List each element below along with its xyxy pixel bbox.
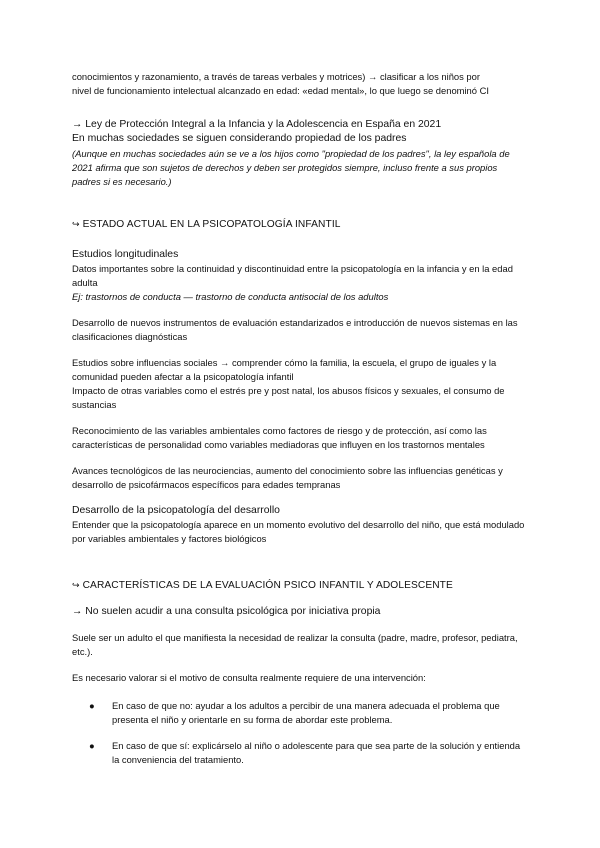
intro-line-2: nivel de funcionamiento intelectual alcanzado en edad: «edad mental», lo que luego se denominó CI [72,85,489,96]
list-item-text: En caso de que sí: explicárselo al niño o adolescente para que sea parte de la solución y entienda la conveniencia del tratamiento. [112,740,521,765]
section-eval-heading [72,580,528,591]
law-title: → Ley de Protección Integral a la Infancia y la Adolescencia en España en 2021 [72,119,442,130]
environment-text: Reconocimiento de las variables ambientales como factores de riesgo y de protección, así como las características de personalidad como variables mediadoras que influyen en los trastornos mentales [72,425,487,450]
eval-lead: → No suelen acudir a una consulta psicológica por iniciativa propia [72,606,381,617]
intervention-list [72,699,528,767]
law-note: (Aunque en muchas sociedades aún se ve a los hijos como "propiedad de los padres", la ley española de 2021 afirma que son sujetos de derechos y deben ser protegidos siempre, incluso frente a sus propios padres si es necesario.) [72,148,510,187]
law-subtitle: En muchas sociedades se siguen considerando propiedad de los padres [72,133,407,144]
social-influences-text: Estudios sobre influencias sociales → comprender cómo la familia, la escuela, el grupo de iguales y la comunidad pueden afectar a la psicopatología infantil [72,357,497,382]
developmental-text: Entender que la psicopatología aparece en un momento evolutivo del desarrollo del niño, que está modulado por variables ambientales y factores biológicos [72,519,525,544]
section-current-heading [72,219,528,230]
bullet-icon: ● [89,700,95,711]
developmental-title: Desarrollo de la psicopatología del desarrollo [72,505,280,516]
list-item-text: En caso de que no: ayudar a los adultos a percibir de una manera adecuada el problema que presenta el niño y orientarle en su forma de abordar este problema. [112,700,500,725]
hook-arrow-icon: ↪ [72,580,80,590]
section-eval-title: CARACTERÍSTICAS DE LA EVALUACIÓN PSICO INFANTIL Y ADOLESCENTE [82,580,453,591]
list-item [72,739,528,767]
list-item [72,699,528,727]
intro-line-1: conocimientos y razonamiento, a través de tareas verbales y motrices) → clasificar a los niños por [72,71,480,82]
longitudinal-title: Estudios longitudinales [72,249,179,260]
section-current-title: ESTADO ACTUAL EN LA PSICOPATOLOGÍA INFANTIL [82,219,341,230]
neuroscience-text: Avances tecnológicos de las neurociencias, aumento del conocimiento sobre las influencias genéticas y desarrollo de psicofármacos específicos para edades tempranas [72,465,503,490]
instruments-text: Desarrollo de nuevos instrumentos de evaluación estandarizados e introducción de nuevos sistemas en las clasificaciones diagnósticas [72,317,518,342]
bullet-icon: ● [89,740,95,751]
hook-arrow-icon: ↪ [72,219,80,229]
adult-consult-text: Suele ser un adulto el que manifiesta la necesidad de realizar la consulta (padre, madre, profesor, pediatra, etc.). [72,632,518,657]
longitudinal-text: Datos importantes sobre la continuidad y discontinuidad entre la psicopatología en la infancia y en la edad adulta [72,263,513,288]
social-impact-text: Impacto de otras variables como el estrés pre y post natal, los abusos físicos y sexuales, el consumo de sustancias [72,385,505,410]
assess-text: Es necesario valorar si el motivo de consulta realmente requiere de una intervención: [72,672,426,683]
document-page [72,70,528,767]
longitudinal-example: Ej: trastornos de conducta — trastorno de conducta antisocial de los adultos [72,291,389,302]
